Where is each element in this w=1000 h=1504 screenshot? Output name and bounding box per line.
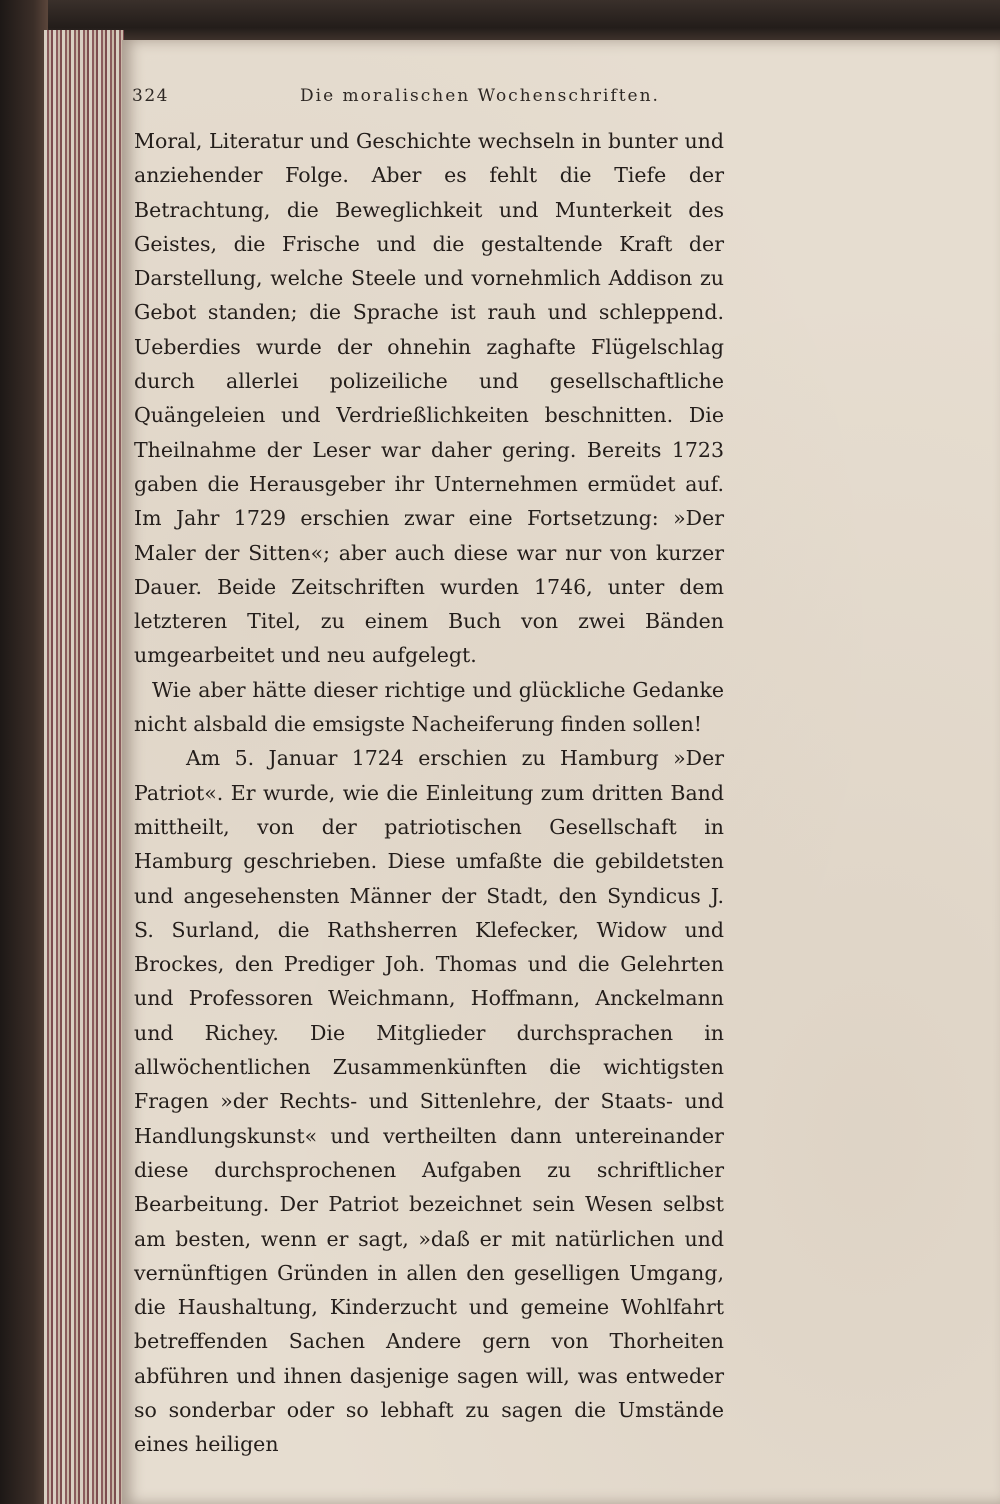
paragraph: Am 5. Januar 1724 erschien zu Hamburg »Der Patriot«. Er wurde, wie die Einleitung zum dritten Band mittheilt, von der patriotischen Gesellschaft in Hamburg geschrieben. Diese umfaßte die gebildetsten und angesehensten Männer der Stadt, den Syndicus J. S. Surland, die Rathsherren Klefecker, Widow und Brockes, den Prediger Joh. Thomas und die Gelehrten und Professoren Weichmann, Hoffmann, Anckelmann und Richey. Die Mitglieder durchsprachen in allwöchentlichen Zusammenkünften die wichtigsten Fragen »der Rechts- und Sittenlehre, der Staats- und Handlungskunst« und vertheilten dann untereinander diese durchsprochenen Aufgaben zu schriftlicher Bearbeitung. Der Patriot bezeichnet sein Wesen selbst am besten, wenn er sagt, »daß er mit natürlichen und vernünftigen Gründen in allen den geselligen Umgang, die Haushaltung, Kinderzucht und gemeine Wohlfahrt betreffenden Sachen Andere gern von Thorheiten abführen und ihnen dasjenige sagen will, was entweder so sonderbar oder so lebhaft zu sagen die Umstände eines heiligen: [134, 746, 724, 1457]
page-number: 324: [132, 86, 169, 106]
body-text: [134, 124, 724, 1462]
paragraph: Wie aber hätte dieser richtige und glückliche Gedanke nicht alsbald die emsigste Nacheiferung finden sollen!: [134, 677, 724, 737]
paragraph: Moral, Literatur und Geschichte wechseln in bunter und anziehender Folge. Aber es fehlt die Tiefe der Betrachtung, die Beweglichkeit und Munterkeit des Geistes, die Frische und die gestaltende Kraft der Darstellung, welche Steele und vornehmlich Addison zu Gebot standen; die Sprache ist rauh und schleppend. Ueberdies wurde der ohnehin zaghafte Flügelschlag durch allerlei polizeiliche und gesellschaftliche Quängeleien und Verdrießlichkeiten beschnitten. Die Theilnahme der Leser war daher gering. Bereits 1723 gaben die Herausgeber ihr Unternehmen ermüdet auf. Im Jahr 1729 erschien zwar eine Fortsetzung: »Der Maler der Sitten«; aber auch diese war nur von kurzer Dauer. Beide Zeitschriften wurden 1746, unter dem letzteren Titel, zu einem Buch von zwei Bänden umgearbeitet und neu aufgelegt.: [134, 129, 724, 668]
page-header: [132, 86, 752, 116]
book-cover-spine: [0, 0, 48, 1504]
page-edges: [44, 30, 124, 1504]
running-title: Die moralischen Wochenschriften.: [300, 86, 660, 106]
